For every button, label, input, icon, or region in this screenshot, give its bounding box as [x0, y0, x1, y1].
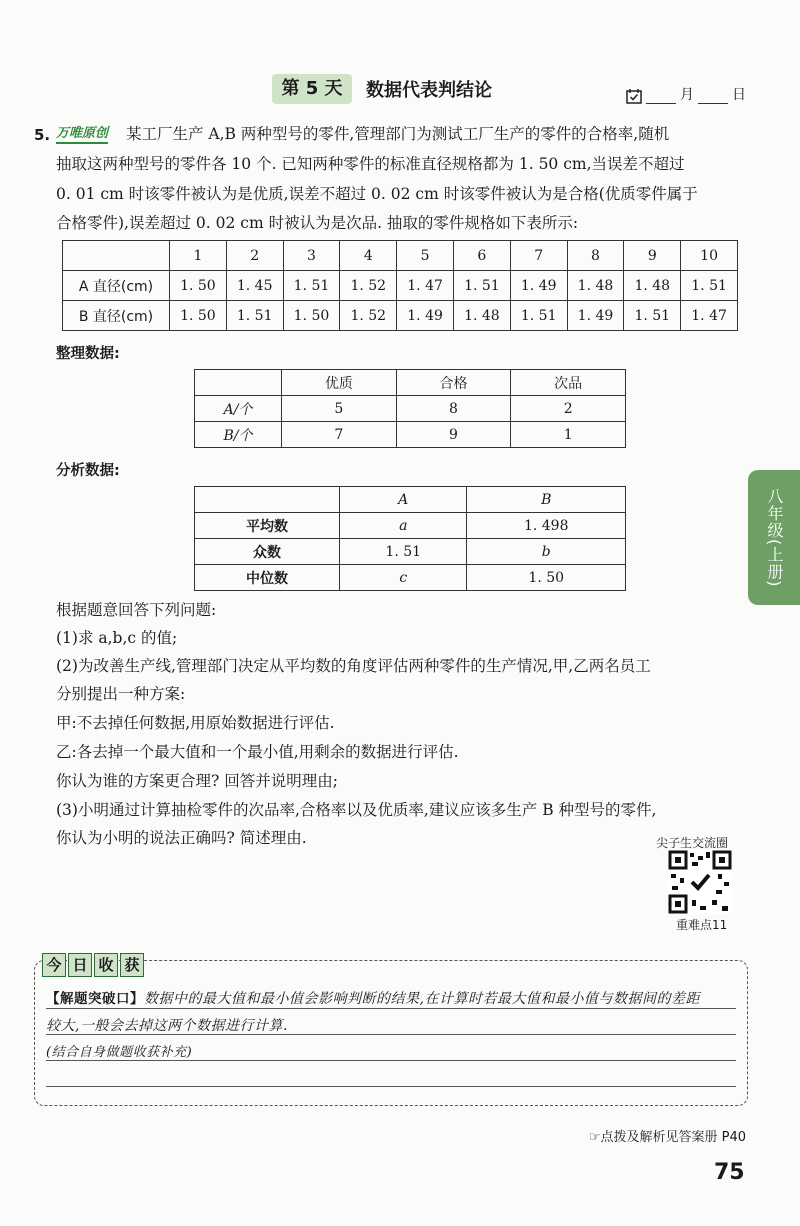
table-cell: 7: [282, 422, 397, 448]
table-cell: 优质: [282, 370, 397, 396]
question-line: (3)小明通过计算抽检零件的次品率,合格率以及优质率,建议应该多生产 B 种型号的零件,: [56, 801, 657, 819]
question-line: 抽取这两种型号的零件各 10 个. 已知两种零件的标准直径规格都为 1. 50 cm,当误差不超过: [56, 155, 685, 173]
table-cell: 1: [511, 422, 626, 448]
table-cell: 1. 49: [510, 271, 567, 301]
table-cell: b: [467, 539, 626, 565]
table-cell: 1. 48: [567, 271, 624, 301]
table-cell: 1. 50: [170, 301, 227, 331]
question-line: 乙:各去掉一个最大值和一个最小值,用剩余的数据进行评估.: [56, 743, 459, 761]
table-cell: 1. 48: [453, 301, 510, 331]
diameter-table: [62, 240, 738, 331]
table-cell: 2: [226, 241, 283, 271]
page-number: 75: [714, 1160, 745, 1185]
tip-line: 较大,一般会去掉这两个数据进行计算.: [46, 1018, 288, 1034]
table-cell: 1. 51: [283, 271, 340, 301]
section-heading: 分析数据:: [56, 463, 120, 479]
calendar-check-icon: [626, 88, 642, 104]
row-label: 平均数: [195, 513, 340, 539]
grade-side-tab: 八年级(上册): [748, 470, 800, 605]
table-cell: 1. 49: [397, 301, 454, 331]
table-cell: 1. 51: [681, 271, 738, 301]
date-field: [626, 84, 746, 104]
question-line: 你认为谁的方案更合理? 回答并说明理由;: [56, 772, 338, 790]
writing-line: [46, 1008, 736, 1009]
brand-tag: 万唯原创: [56, 126, 108, 144]
table-cell: 9: [624, 241, 681, 271]
day-badge: 第 5 天: [272, 74, 352, 104]
table-cell: 1. 47: [681, 301, 738, 331]
table-cell: 1. 51: [453, 271, 510, 301]
harvest-title: [42, 953, 144, 977]
row-label: A/个: [195, 396, 282, 422]
table-cell: 8: [396, 396, 511, 422]
tip-line: 数据中的最大值和最小值会影响判断的结果,在计算时若最大值和最小值与数据间的差距: [144, 991, 700, 1007]
question-line: 合格零件),误差超过 0. 02 cm 时被认为是次品. 抽取的零件规格如下表所示:: [56, 214, 579, 232]
table-cell: 1. 45: [226, 271, 283, 301]
row-label: 众数: [195, 539, 340, 565]
question-line: (1)求 a,b,c 的值;: [56, 629, 178, 647]
table-row: [195, 422, 626, 448]
harvest-title-char: 日: [68, 953, 92, 977]
table-row: [195, 539, 626, 565]
table-cell: 1. 51: [510, 301, 567, 331]
question-line: 某工厂生产 A,B 两种型号的零件,管理部门为测试工厂生产的零件的合格率,随机: [126, 125, 670, 143]
table-cell: 8: [567, 241, 624, 271]
page-title: 数据代表判结论: [366, 80, 492, 101]
table-cell: 1. 498: [467, 513, 626, 539]
table-cell: [195, 487, 340, 513]
table-cell: 1: [170, 241, 227, 271]
table-cell: 7: [510, 241, 567, 271]
table-cell: 1. 51: [624, 301, 681, 331]
table-cell: 1. 49: [567, 301, 624, 331]
table-cell: 1. 50: [467, 565, 626, 591]
table-row: [63, 271, 738, 301]
table-cell: 1. 52: [340, 301, 397, 331]
question-line: (2)为改善生产线,管理部门决定从平均数的角度评估两种零件的生产情况,甲,乙两名员工: [56, 657, 651, 675]
tip-key-label: 【解题突破口】: [46, 991, 144, 1007]
table-cell: 1. 50: [283, 301, 340, 331]
table-cell: 1. 51: [226, 301, 283, 331]
question-line: 0. 01 cm 时该零件被认为是优质,误差不超过 0. 02 cm 时该零件被认为是合格(优质零件属于: [56, 185, 698, 203]
qr-top-label: 尖子生交流圈: [656, 836, 729, 850]
table-cell: 1. 52: [340, 271, 397, 301]
question-line: 根据题意回答下列问题:: [56, 601, 217, 619]
month-label: 月: [680, 87, 694, 103]
day-label: 日: [732, 87, 746, 103]
table-cell: c: [340, 565, 467, 591]
question-number: 5.: [34, 126, 51, 144]
qr-code-icon[interactable]: [668, 850, 732, 914]
qr-bottom-label: 重难点11: [676, 918, 728, 932]
harvest-title-char: 获: [120, 953, 144, 977]
table-row: [195, 565, 626, 591]
table-row: [195, 396, 626, 422]
table-row: [195, 513, 626, 539]
table-cell: 9: [396, 422, 511, 448]
table-cell: a: [340, 513, 467, 539]
question-line: 甲:不去掉任何数据,用原始数据进行评估.: [56, 714, 335, 732]
tip-text: [46, 987, 700, 1008]
month-blank[interactable]: [646, 89, 676, 104]
row-label: A 直径(cm): [63, 271, 170, 301]
table-cell: 10: [681, 241, 738, 271]
question-line: 你认为小明的说法正确吗? 简述理由.: [56, 829, 307, 847]
harvest-note: (结合自身做题收获补充): [46, 1045, 193, 1060]
answer-reference: ☞点拨及解析见答案册 P40: [588, 1130, 746, 1145]
table-cell: A: [340, 487, 467, 513]
table-cell: 5: [282, 396, 397, 422]
table-cell: 次品: [511, 370, 626, 396]
table-cell: 合格: [396, 370, 511, 396]
harvest-title-char: 收: [94, 953, 118, 977]
table-header-row: [63, 241, 738, 271]
table-cell: [195, 370, 282, 396]
writing-line: [46, 1034, 736, 1035]
table-header-row: [195, 370, 626, 396]
section-heading: 整理数据:: [56, 346, 120, 362]
day-blank[interactable]: [698, 89, 728, 104]
table-cell: 5: [397, 241, 454, 271]
row-label: B 直径(cm): [63, 301, 170, 331]
table-row: [63, 301, 738, 331]
writing-line[interactable]: [46, 1086, 736, 1087]
table-cell: B: [467, 487, 626, 513]
table-cell: 1. 48: [624, 271, 681, 301]
writing-line[interactable]: [46, 1060, 736, 1061]
table-header-row: [195, 487, 626, 513]
harvest-title-char: 今: [42, 953, 66, 977]
table-cell: 3: [283, 241, 340, 271]
organize-table: [194, 369, 626, 448]
table-cell: 1. 47: [397, 271, 454, 301]
table-cell: 1. 50: [170, 271, 227, 301]
table-cell: [63, 241, 170, 271]
table-cell: 2: [511, 396, 626, 422]
table-cell: 1. 51: [340, 539, 467, 565]
question-line: 分别提出一种方案:: [56, 685, 186, 703]
analyze-table: [194, 486, 626, 591]
row-label: 中位数: [195, 565, 340, 591]
table-cell: 6: [453, 241, 510, 271]
table-cell: 4: [340, 241, 397, 271]
row-label: B/个: [195, 422, 282, 448]
